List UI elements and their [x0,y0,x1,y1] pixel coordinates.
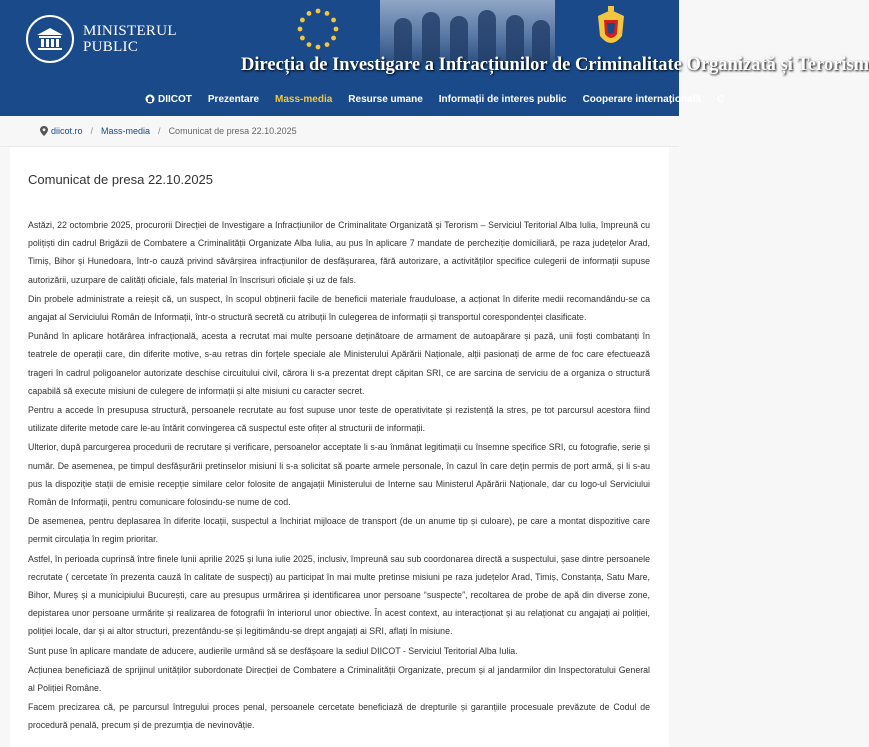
home-icon [145,94,155,104]
nav-label-truncated: C [716,93,725,105]
nav-label-prezentare: Prezentare [207,93,260,105]
page-title: Comunicat de presa 22.10.2025 [28,172,214,187]
header-title: Direcția de Investigare a Infracțiunilor de Criminalitate Organizată și Terorism [241,55,869,75]
nav-item-resurse-umane[interactable] [340,94,430,105]
article-paragraph: Ulterior, după parcurgerea procedurii de recrutare și verificare, persoanelor acceptate li s-au înmânat legitimații cu însemne specifice SRI, cu fotografie, serie și număr. De asemenea, pe timpul desfășurării pretinselor misiuni li s-a solicitat să poarte armele personale, în cazul în care dețin permis de port armă, și li s-au pus la dispoziție stații de emisie recepție similare celor folosite de angajații Ministerului de Interne sau Ministerul Apărării Naționale, dar cu logo-ul Serviciului Român de Informații, pentru comunicare folosindu-se nume de cod. [28,442,650,508]
nav-label-diicot: DIICOT [158,93,192,105]
nav-label-resurse-umane: Resurse umane [348,93,423,105]
nav-item-prezentare[interactable] [200,94,267,105]
nav-item-truncated[interactable] [709,94,732,105]
article-paragraph: Pentru a accede în presupusa structură, persoanele recrutate au fost supuse unor teste de operativitate și rezistență la stres, pe tot parcursul acestora fiind utilizate diferite metode care le-au întărit convingerea că suspectul este ofițer al structurii de informații. [28,405,650,434]
nav-item-cooperare-internationala[interactable] [575,94,709,105]
article-paragraph: Acțiunea beneficiază de sprijinul unităților subordonate Direcției de Combatere a Criminalității Organizate, precum și al jandarmilor din Inspectoratului General al Poliției Române. [28,664,650,694]
article-paragraph: Astăzi, 22 octombrie 2025, procurorii Direcției de Investigare a Infracțiunilor de Criminalitate Organizată și Terorism – Serviciul Teritorial Alba Iulia, împreună cu polițiști din cadrul Brigăzii de Combatere a Criminalității Organizate Alba Iulia, au pus în aplicare 7 mandate de percheziție domiciliară, pe raza județelor Arad, Timiș, Bihor și Hunedoara, într-o cauză privind săvârșirea infracțiunilor de desfășurarea, fără autorizare, a activităților specifice culegerii de informații supuse autorizării, uzurpare de calități oficiale, fals material în înscrisuri oficiale și uz de fals. [28,220,650,285]
nav-item-diicot[interactable] [137,94,200,105]
article-paragraph: Din probele administrate a reieșit că, un suspect, în scopul obținerii facile de beneficii materiale frauduloase, a acționat în diferite medii recomandându-se ca angajat al Serviciului Român de Informații, într-o structură secretă cu atribuții în culegerea de informații și transportul corespondenței clasificate. [28,293,650,323]
nav-label-mass-media: Mass-media [275,93,333,105]
article-paragraph: De asemenea, pentru deplasarea în diferite locații, suspectul a închiriat mijloace de transport (de un anume tip și culoare), pe care a montat dispozitive care permit circulația în regim prioritar. [28,516,650,545]
logo-line-1: MINISTERUL [83,23,177,39]
article-paragraph: Astfel, în perioada cuprinsă între finele lunii aprilie 2025 și luna iulie 2025, inclusiv, împreună sau sub coordonarea directă a suspectului, șase dintre persoanele recrutate ( cercetate în prezenta cauză în calitate de suspecți) au participat în mai multe pretinse misiuni pe raza județelor Arad, Timiș, Constanța, Satu Mare, Bihor, Mureș și a municipiului București, care au presupus urmărirea și identificarea unor persoane “suspecte”, recoltarea de probe de apă din diverse zone, depistarea unor persoane urmărite și realizarea de fotografii în interiorul unor obiective. În acest context, au interacționat și au relaționat cu angajați ai poliției, poliției locale, dar și ai altor structuri, prezentându-se și legitimându-se drept angajați ai SRI, aflați în misiune. [28,553,650,637]
breadcrumb [0,116,679,147]
ministerul-public-logo[interactable] [26,15,177,63]
breadcrumb-home-link[interactable]: diicot.ro [51,126,83,136]
location-pin-icon [40,126,48,136]
article-paragraph: Facem precizarea că, pe parcursul întregului proces penal, persoanele cercetate beneficiază de drepturile și garanțiile procesuale prevăzute de Codul de procedură penală, precum și de prezumția de nevinovăție. [28,702,650,731]
article-paragraph: Sunt puse în aplicare mandate de aducere, audierile urmând să se desfășoare la sediul DIICOT - Serviciul Teritorial Alba Iulia. [28,645,518,656]
site-header [0,0,869,82]
header-banner-photo [380,0,555,62]
nav-label-cooperare-internationala: Cooperare internațională [582,93,701,105]
nav-item-informatii-interes-public[interactable] [431,94,575,105]
logo-line-2: PUBLIC [83,39,139,55]
main-navigation [0,82,725,116]
eu-stars-icon [294,5,342,53]
breadcrumb-current: Comunicat de presa 22.10.2025 [168,126,297,136]
breadcrumb-section-link[interactable]: Mass-media [101,126,151,136]
nav-label-informatii-interes-public: Informații de interes public [438,93,567,105]
temple-icon [26,15,74,63]
article-body [28,216,650,735]
breadcrumb-separator: / [158,126,161,136]
coat-of-arms-icon [594,6,628,52]
breadcrumb-separator: / [90,126,94,136]
nav-item-mass-media[interactable] [267,94,340,105]
main-content [10,147,669,747]
article-paragraph: Punând în aplicare hotărârea infracțională, acesta a recrutat mai multe persoane deținătoare de armament de autoapărare și pază, unii foști combatanți în teatrele de operații care, din diferite motive, s-au retras din forțele speciale ale Ministerului Apărării Naționale, alții pasionați de arme de foc care efectuează trageri în cadrul poligoanelor autorizate deschise circuitului civil, cărora li s-a prezentat drept căpitan SRI, ce are sarcina de serviciu de a organiza o structură capabilă să execute misiuni de culegere de informații și alte misiuni cu caracter secret. [28,331,650,396]
